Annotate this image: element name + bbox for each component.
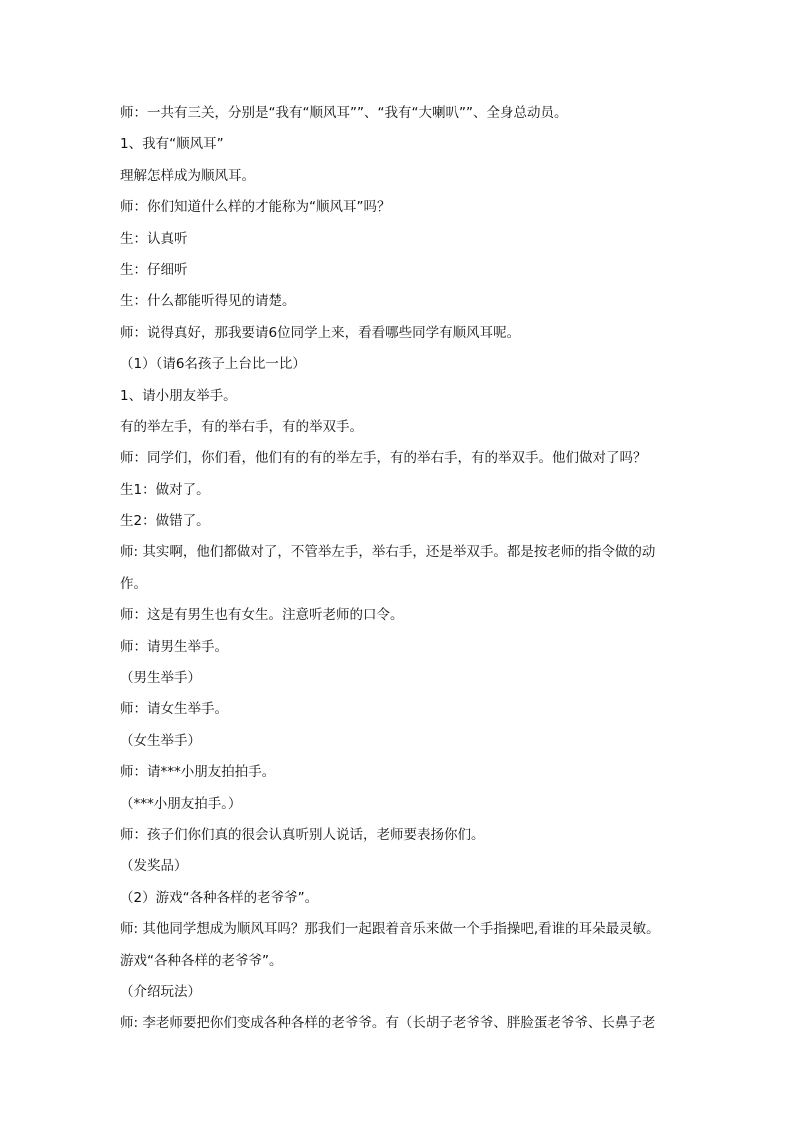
text-line: （男生举手） (120, 670, 201, 687)
section-heading: 1、我有“顺风耳” (120, 136, 224, 153)
text-line: 游戏“各种各样的老爷爷”。 (120, 952, 283, 969)
text-line: 师: 李老师要把你们变成各种各样的老爷爷。有（长胡子老爷爷、胖脸蛋老爷爷、长鼻子老 (120, 1015, 656, 1032)
text-line: 生：认真听 (120, 230, 188, 247)
text-line: 师：请男生举手。 (120, 638, 228, 655)
text-line: 生1：做对了。 (120, 481, 210, 498)
text-line: 生：仔细听 (120, 261, 188, 278)
text-line: 生：什么都能听得见的请楚。 (120, 293, 296, 310)
text-line: 师：请女生举手。 (120, 701, 228, 718)
text-line: 1、请小朋友举手。 (120, 387, 237, 404)
text-line: （发奖品） (120, 858, 188, 875)
text-line: （女生举手） (120, 732, 201, 749)
text-line: 师：请***小朋友拍拍手。 (120, 764, 276, 781)
text-line: 作。 (120, 575, 147, 592)
text-line: 师: 其他同学想成为顺风耳吗？那我们一起跟着音乐来做一个手指操吧,看谁的耳朵最灵敏。 (120, 921, 660, 938)
text-line: 师：这是有男生也有女生。注意听老师的口令。 (120, 607, 404, 624)
text-line: 理解怎样成为顺风耳。 (120, 167, 255, 184)
text-line: 师：说得真好，那我要请6位同学上来，看看哪些同学有顺风耳呢。 (120, 324, 521, 341)
text-line: （2）游戏“各种各样的老爷爷”。 (120, 889, 319, 906)
text-line: 师：你们知道什么样的才能称为“顺风耳”吗？ (120, 199, 391, 216)
document-body (120, 98, 680, 1040)
text-line: 有的举左手，有的举右手，有的举双手。 (120, 418, 363, 435)
text-line: 师：一共有三关，分别是“我有“顺风耳””、“我有“大喇叭””、全身总动员。 (120, 105, 568, 121)
text-line: 生2：做错了。 (120, 513, 210, 530)
text-line: （介绍玩法） (120, 983, 201, 1000)
text-line: （***小朋友拍手。） (120, 795, 242, 812)
text-line: 师：同学们，你们看，他们有的有的举左手，有的举右手，有的举双手。他们做对了吗？ (120, 450, 647, 467)
text-line: 师：孩子们你们真的很会认真听别人说话，老师要表扬你们。 (120, 826, 485, 843)
text-line: （1）（请6名孩子上台比一比） (120, 356, 306, 373)
text-line: 师: 其实啊，他们都做对了，不管举左手，举右手，还是举双手。都是按老师的指令做的动 (120, 544, 656, 561)
